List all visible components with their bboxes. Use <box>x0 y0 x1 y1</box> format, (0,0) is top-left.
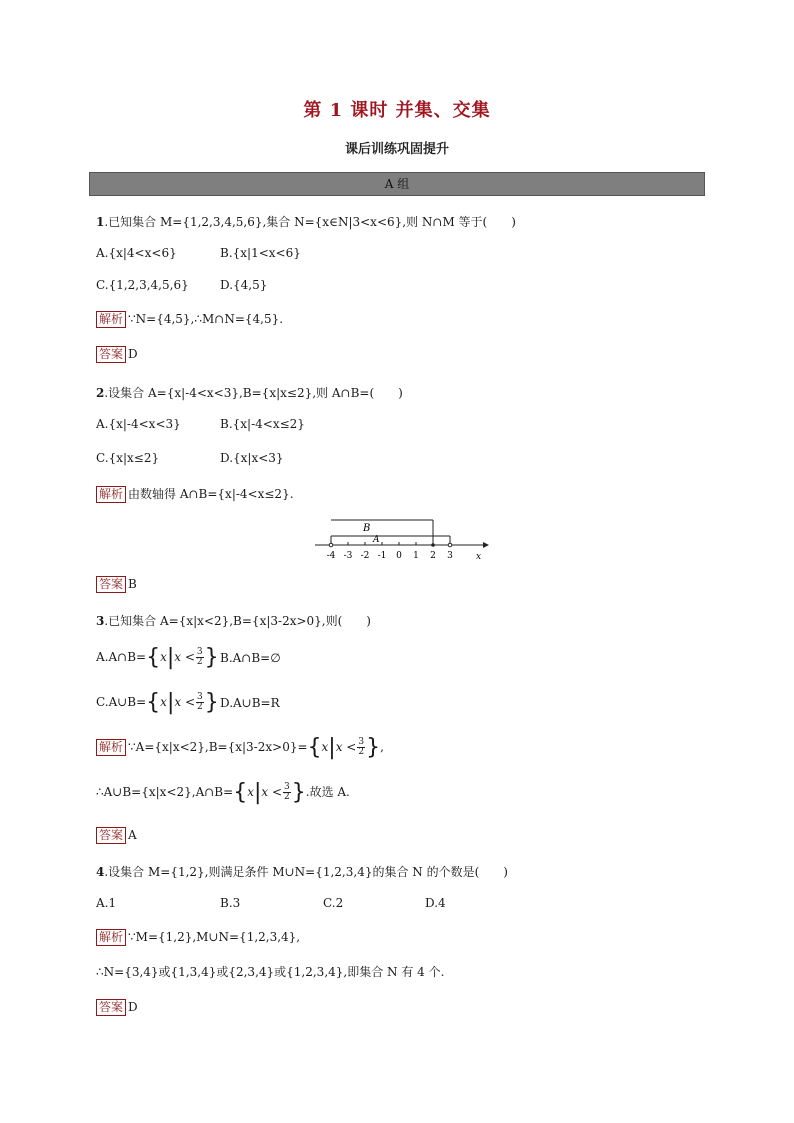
question-3-option-c: C.A∪B={x|x < $\frac{3}{2}$ } <box>96 690 219 715</box>
question-number: 3 <box>96 614 105 628</box>
question-2-answer: 答案 B <box>96 576 137 593</box>
question-2-option-a: A.{x|-4<x<3} <box>96 417 181 431</box>
analysis-tag: 解析 <box>96 739 126 756</box>
question-1-option-b: B.{x|1<x<6} <box>220 246 301 260</box>
axis-tick-label: 3 <box>447 551 453 561</box>
question-1-option-c: C.{1,2,3,4,5,6} <box>96 278 189 292</box>
analysis-tag: 解析 <box>96 486 126 503</box>
axis-tick-label: -3 <box>343 551 353 561</box>
question-4-option-b: B.3 <box>220 896 241 910</box>
answer-tag: 答案 <box>96 827 126 844</box>
answer-tag: 答案 <box>96 346 126 363</box>
fraction: $\frac{3}{2}$ <box>284 782 290 802</box>
question-2-option-d: D.{x|x<3} <box>220 451 284 465</box>
fraction: $\frac{3}{2}$ <box>196 647 203 667</box>
answer-tag: 答案 <box>96 999 126 1016</box>
question-4-stem: 4.设集合 M={1,2},则满足条件 M∪N={1,2,3,4}的集合 N 的个数是( ) <box>96 865 508 879</box>
question-3-stem: 3.已知集合 A={x|x<2},B={x|3-2x>0},则( ) <box>96 614 371 628</box>
question-3-analysis-line-2: ∴A∪B={x|x<2},A∩B={x|x < $\frac{3}{2}$ }.故选 A. <box>96 780 350 805</box>
question-1-answer: 答案 D <box>96 346 138 363</box>
axis-tick-label: -2 <box>360 551 370 561</box>
number-line-diagram <box>313 517 493 563</box>
question-1-option-a: A.{x|4<x<6} <box>96 246 177 260</box>
question-number: 4 <box>96 865 105 879</box>
axis-variable-label: x <box>476 552 482 562</box>
question-2-stem: 2.设集合 A={x|-4<x<3},B={x|x≤2},则 A∩B=( ) <box>96 386 403 400</box>
question-2-option-c: C.{x|x≤2} <box>96 451 160 465</box>
question-4-option-d: D.4 <box>425 896 446 910</box>
axis-tick-label: 2 <box>430 551 436 561</box>
axis-tick-label: 0 <box>396 551 402 561</box>
closed-point-2 <box>431 543 435 547</box>
set-b-label: B <box>363 523 371 534</box>
group-a-header: A 组 <box>89 172 705 196</box>
question-1-option-d: D.{4,5} <box>220 278 268 292</box>
question-3-answer: 答案 A <box>96 827 137 844</box>
page-subtitle: 课后训练巩固提升 <box>344 142 449 157</box>
question-2-option-b: B.{x|-4<x≤2} <box>220 417 305 431</box>
analysis-tag: 解析 <box>96 929 126 946</box>
axis-tick-label: -4 <box>326 551 336 561</box>
answer-tag: 答案 <box>96 576 126 593</box>
axis-tick-label: 1 <box>413 551 419 561</box>
question-4-option-c: C.2 <box>323 896 344 910</box>
question-3-analysis: 解析 ∵A={x|x<2},B={x|3-2x>0}={x|x < $\frac{3}{2}$ }, <box>96 735 384 760</box>
axis-arrow <box>483 542 489 548</box>
question-4-answer: 答案 D <box>96 999 138 1016</box>
page-title: 第 1 课时 并集、交集 <box>303 100 491 121</box>
question-2-analysis: 解析 由数轴得 A∩B={x|-4<x≤2}. <box>96 485 294 503</box>
question-1-stem: 1.已知集合 M={1,2,3,4,5,6},集合 N={x∈N|3<x<6},则 N∩M 等于( ) <box>96 215 516 229</box>
question-3-option-b: B.A∩B=∅ <box>220 651 281 665</box>
question-4-analysis-line-2: ∴N={3,4}或{1,3,4}或{2,3,4}或{1,2,3,4},即集合 N 有 4 个. <box>96 965 445 979</box>
question-number: 2 <box>96 386 105 400</box>
question-4-analysis: 解析 ∵M={1,2},M∪N={1,2,3,4}, <box>96 929 300 946</box>
question-3-option-d: D.A∪B=R <box>220 696 280 710</box>
question-1-analysis: 解析 ∵N={4,5},∴M∩N={4,5}. <box>96 311 283 328</box>
fraction: $\frac{3}{2}$ <box>358 737 365 757</box>
question-number: 1 <box>96 215 105 229</box>
set-a-label: A <box>373 535 380 545</box>
fraction: $\frac{3}{2}$ <box>197 692 203 712</box>
open-point-3 <box>448 543 452 547</box>
analysis-tag: 解析 <box>96 311 126 328</box>
question-3-option-a: A.A∩B={x|x < $\frac{3}{2}$ } <box>96 645 219 670</box>
axis-tick-label: -1 <box>377 551 387 561</box>
open-point-minus-4 <box>329 543 333 547</box>
question-4-option-a: A.1 <box>96 896 117 910</box>
